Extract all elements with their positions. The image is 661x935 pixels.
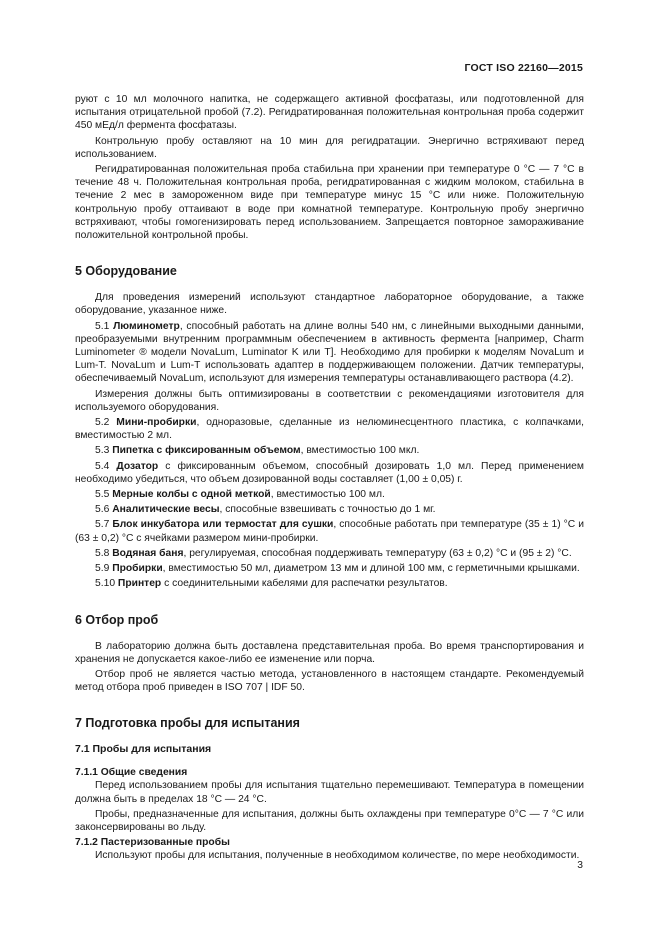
paragraph: Регидратированная положительная проба стабильна при хранении при температуре 0 °С — 7 °С в течение 48 ч. Положительная контрольная проба, регидратированная с жидким молоком, стабильна в течение 2 мес в замороженном виде при температуре минус 15 °С или ниже. Положительную контрольную пробу оттаивают в воде при комнатной температуре. Контрольную пробу энергично встряхивают, чтобы гомогенизировать перед использованием. Запрещается повторное замораживание положительной контрольной пробы. xyxy=(75,164,584,242)
item-term: Пипетка с фиксированным объемом xyxy=(112,445,301,457)
item-number: 5.5 xyxy=(95,489,110,501)
item-5-1 xyxy=(75,320,584,386)
item-number: 5.7 xyxy=(95,519,110,531)
paragraph: В лабораторию должна быть доставлена представительная проба. Во время транспортирования и хранения не допускается какое-либо ее изменение или порча. xyxy=(75,640,584,665)
item-text: , регулируемая, способная поддерживать температуру (63 ± 0,2) °С и (95 ± 2) °С. xyxy=(183,547,572,559)
item-5-9 xyxy=(75,562,584,575)
item-number: 5.4 xyxy=(95,460,110,472)
paragraph: Пробы, предназначенные для испытания, должны быть охлаждены при температуре 0°С — 7 °С или законсервированы во льду. xyxy=(75,808,584,833)
paragraph: Контрольную пробу оставляют на 10 мин для регидратации. Энергично встряхивают перед использованием. xyxy=(75,135,584,160)
heading-title: Общие сведения xyxy=(100,767,188,779)
item-5-6 xyxy=(75,503,584,516)
item-term: Водяная баня xyxy=(112,547,184,559)
page-content xyxy=(75,93,584,864)
item-5-2 xyxy=(75,416,584,442)
item-number: 5.1 xyxy=(95,320,110,332)
paragraph: Для проведения измерений используют стандартное лабораторное оборудование, а также оборудование, указанное ниже. xyxy=(75,292,584,317)
item-text: , вместимостью 100 мл. xyxy=(270,489,385,501)
item-text: , вместимостью 100 мкл. xyxy=(300,445,420,457)
item-number: 5.10 xyxy=(95,578,116,590)
item-term: Дозатор xyxy=(116,460,159,472)
document-header: ГОСТ ISO 22160—2015 xyxy=(464,62,583,74)
section-heading-7: 7 Подготовка пробы для испытания xyxy=(75,716,300,731)
page-number: 3 xyxy=(577,860,583,871)
item-number: 5.8 xyxy=(95,547,110,559)
item-number: 5.9 xyxy=(95,563,110,575)
item-term: Принтер xyxy=(117,578,162,590)
paragraph: Перед использованием пробы для испытания тщательно перемешивают. Температура в помещении должна быть в пределах 18 °С — 24 °С. xyxy=(75,780,584,805)
item-number: 5.6 xyxy=(95,504,110,516)
item-text: , способные взвешивать с точностью до 1 мг. xyxy=(219,504,436,516)
heading-number: 7.1.2 xyxy=(75,837,98,849)
item-term: Аналитические весы xyxy=(112,504,220,516)
paragraph: Используют пробы для испытания, полученные в необходимом количестве, по мере необходимости. xyxy=(95,850,580,862)
paragraph: Измерения должны быть оптимизированы в соответствии с рекомендациями изготовителя для используемого оборудования. xyxy=(75,388,584,413)
item-5-4 xyxy=(75,460,584,486)
heading-number: 7.1.1 xyxy=(75,767,98,779)
item-5-5 xyxy=(75,488,584,501)
item-5-7 xyxy=(75,518,584,544)
item-5-3 xyxy=(75,444,584,457)
paragraph: руют с 10 мл молочного напитка, не содержащего активной фосфатазы, или подготовленной для испытания отрицательной пробой (7.2). Регидратированная положительная контрольная проба содержит 450 мЕд/л фермента фосфатазы. xyxy=(75,94,584,132)
item-number: 5.3 xyxy=(95,445,110,457)
subsection-heading-7-1-1 xyxy=(75,766,584,779)
item-5-8 xyxy=(75,547,584,560)
item-text: , способный работать на длине волны 540 нм, с линейными выходными данными, преобразуемыми внутренним программным обеспечением в активность фермента [например, Charm Luminometer ® модели NovaLum, Luminator K или T]. Необходимо для пробирки к моделям NovaLum и Lum-T. NovaLum и Lum-T использовать адаптер в поддерживающем положении. Датчик температуры, обеспечиваемый NovaLum, используют для измерения температуры останавливающего раствора (4.2). xyxy=(75,320,584,385)
subsection-heading-7-1: 7.1 Пробы для испытания xyxy=(75,743,212,756)
item-text: , вместимостью 50 мл, диаметром 13 мм и длиной 100 мм, с герметичными крышками. xyxy=(162,563,580,575)
heading-title: Пастеризованные пробы xyxy=(100,837,230,849)
item-text: , способные работать при температуре (35 ± 1) °С и (63 ± 0,2) °С с ячейками размером мини-пробирки. xyxy=(75,519,584,544)
item-number: 5.2 xyxy=(95,417,110,429)
section-heading-5: 5 Оборудование xyxy=(75,264,177,279)
section-heading-6: 6 Отбор проб xyxy=(75,612,159,627)
item-term: Мерные колбы с одной меткой xyxy=(112,489,271,501)
item-text: с фиксированным объемом, способный дозировать 1,0 мл. Перед применением необходимо убедиться, что объем дозированной воды составляет (1,00 ± 0,05) г. xyxy=(75,460,584,485)
item-term: Мини-пробирки xyxy=(116,417,197,429)
subsection-heading-7-1-2 xyxy=(75,836,584,849)
item-text: , одноразовые, сделанные из нелюминесцентного пластика, с колпачками, вместимостью 2 мл. xyxy=(75,417,584,442)
item-text: с соединительными кабелями для распечатки результатов. xyxy=(161,578,448,590)
item-term: Пробирки xyxy=(112,563,163,575)
paragraph: Отбор проб не является частью метода, установленного в настоящем стандарте. Рекомендуемый метод отбора проб приведен в ISO 707 | IDF 50. xyxy=(75,668,584,694)
item-term: Люминометр xyxy=(113,320,180,332)
item-term: Блок инкубатора или термостат для сушки xyxy=(112,519,334,531)
item-5-10 xyxy=(75,577,584,590)
